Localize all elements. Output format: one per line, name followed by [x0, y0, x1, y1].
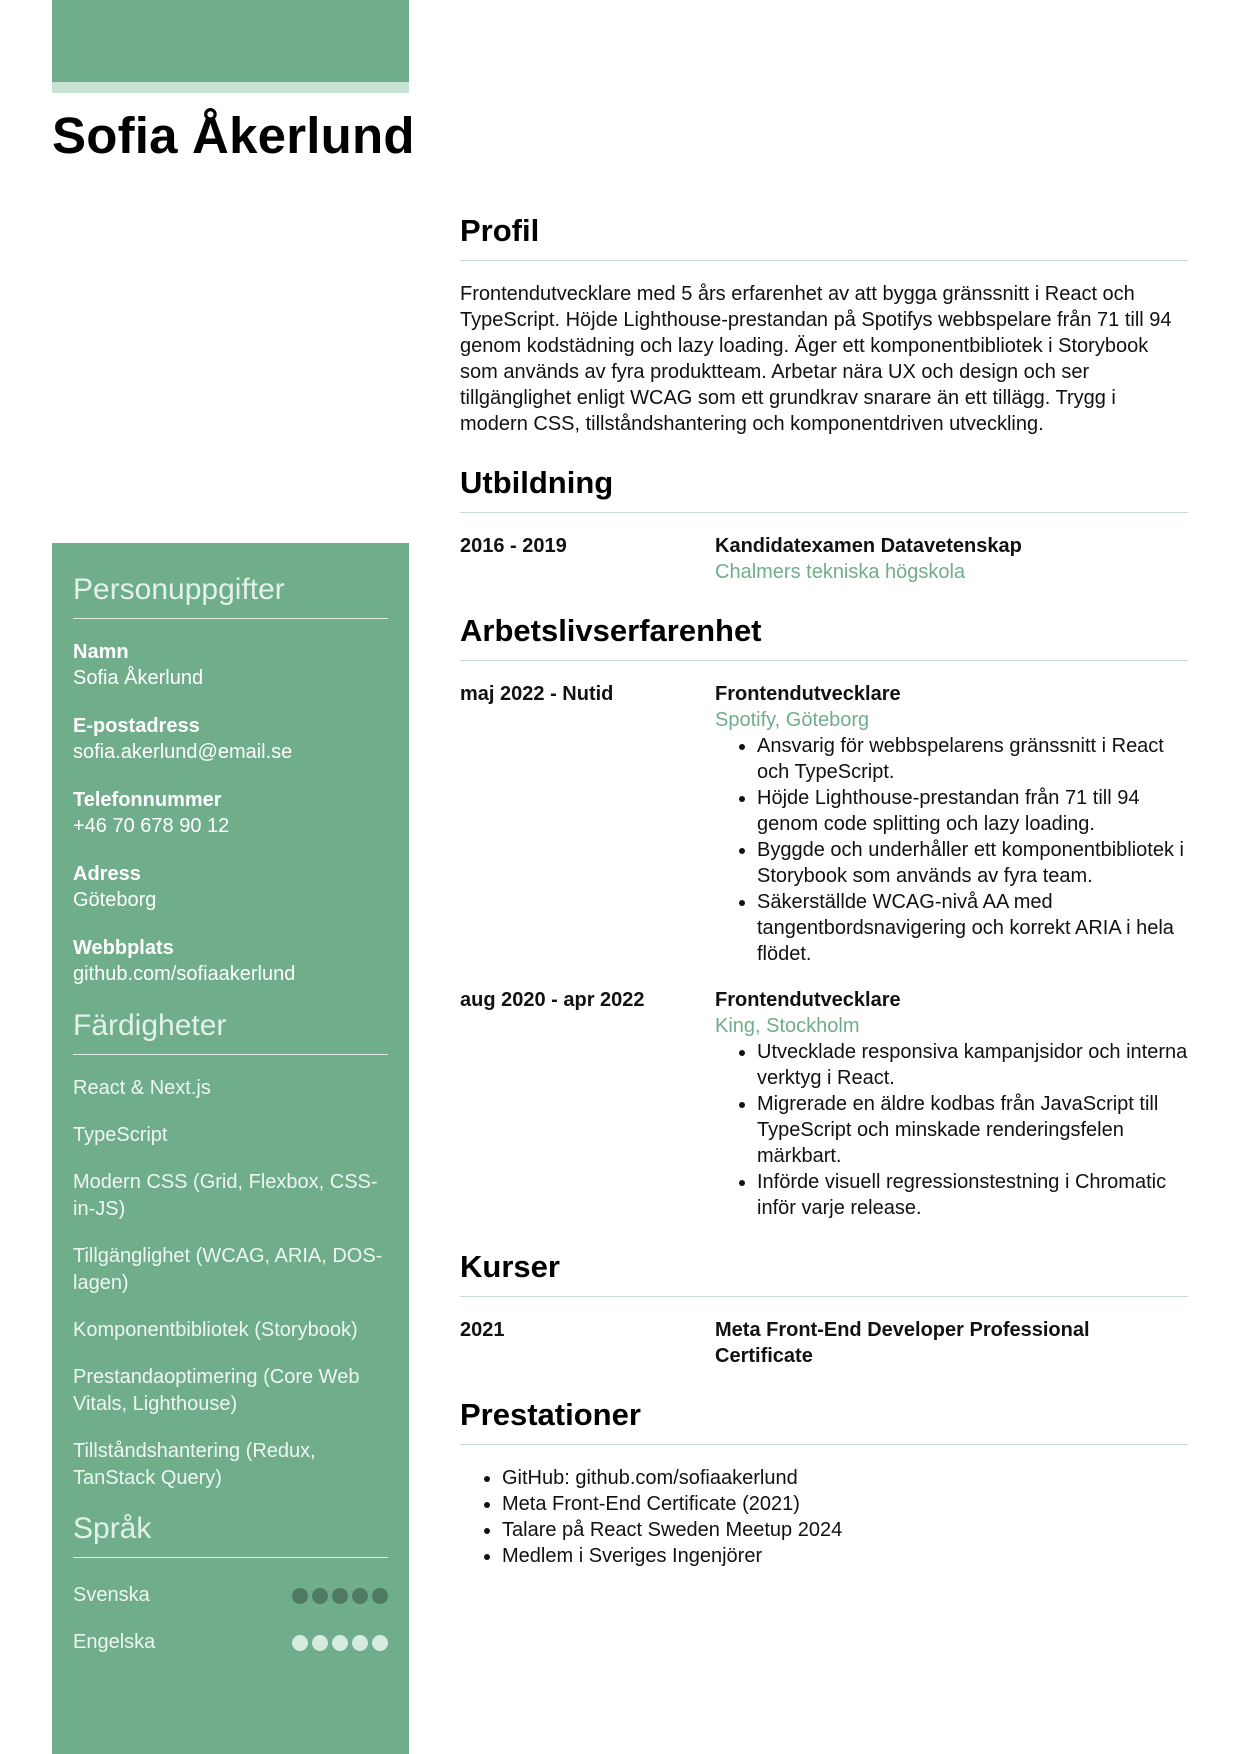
bullet-item: • Säkerställde WCAG-nivå AA med tangentbordsnavigering och korrekt ARIA i hela flödet. [757, 889, 1188, 967]
bullet-item: • Byggde och underhåller ett komponentbibliotek i Storybook som används av fyra team. [757, 837, 1188, 889]
info-label: E-postadress [73, 715, 200, 737]
info-value: github.com/sofiaakerlund [73, 963, 296, 985]
bullet-item: • Migrerade en äldre kodbas från JavaScript till TypeScript och minskade renderingsfelen märkbart. [757, 1091, 1188, 1169]
personal-info-list [73, 639, 388, 988]
personal-info-address [73, 861, 388, 914]
language-level-dots [292, 1635, 388, 1651]
achievement-item: • Meta Front-End Certificate (2021) [502, 1491, 1188, 1517]
level-dot-empty [372, 1635, 388, 1651]
entry-date: aug 2020 - apr 2022 [460, 989, 645, 1011]
entry-institution: Chalmers tekniska högskola [715, 561, 966, 583]
header-accent-block [52, 0, 409, 82]
achievement-item: • Talare på React Sweden Meetup 2024 [502, 1517, 1188, 1543]
entry-body [715, 681, 1188, 967]
sidebar [52, 543, 409, 1754]
achievement-item: • Medlem i Sveriges Ingenjörer [502, 1543, 1188, 1569]
courses-heading: Kurser [460, 1249, 1188, 1297]
experience-heading: Arbetslivserfarenhet [460, 613, 1188, 661]
courses-section [460, 1249, 1188, 1369]
achievements-section [460, 1397, 1188, 1569]
languages-heading: Språk [73, 1512, 388, 1558]
achievement-item: • GitHub: github.com/sofiaakerlund [502, 1465, 1188, 1491]
level-dot-empty [352, 1635, 368, 1651]
entry-title: Frontendutvecklare [715, 989, 901, 1011]
language-row [73, 1629, 388, 1656]
language-name: Engelska [73, 1631, 156, 1653]
entry-title: Kandidatexamen Datavetenskap [715, 535, 1022, 557]
skill-item: TypeScript [73, 1124, 168, 1146]
info-label: Adress [73, 863, 141, 885]
bullet-item: • Införde visuell regressionstestning i Chromatic inför varje release. [757, 1169, 1188, 1221]
achievements-heading: Prestationer [460, 1397, 1188, 1445]
course-entry [460, 1317, 1188, 1369]
info-label: Telefonnummer [73, 789, 222, 811]
skill-item: Modern CSS (Grid, Flexbox, CSS-in-JS) [73, 1171, 378, 1220]
entry-date: maj 2022 - Nutid [460, 683, 614, 705]
entry-body [715, 1317, 1188, 1369]
skills-heading: Färdigheter [73, 1009, 388, 1055]
experience-section [460, 613, 1188, 1221]
bullet-item: • Ansvarig för webbspelarens gränssnitt i React och TypeScript. [757, 733, 1188, 785]
personal-info-email [73, 713, 388, 766]
education-section [460, 465, 1188, 585]
profile-heading: Profil [460, 213, 1188, 261]
languages-list [73, 1582, 388, 1656]
education-entry [460, 533, 1188, 585]
candidate-name: Sofia Åkerlund [52, 107, 415, 164]
language-name: Svenska [73, 1584, 150, 1606]
skill-item: Tillståndshantering (Redux, TanStack Query) [73, 1440, 316, 1489]
achievements-list [460, 1465, 1188, 1569]
level-dot-filled [312, 1588, 328, 1604]
level-dot-empty [292, 1635, 308, 1651]
entry-employer: King, Stockholm [715, 1015, 860, 1037]
personal-info-phone [73, 787, 388, 840]
bullet-item: • Höjde Lighthouse-prestandan från 71 till 94 genom code splitting och lazy loading. [757, 785, 1188, 837]
entry-body [715, 533, 1188, 585]
info-value: Sofia Åkerlund [73, 667, 204, 689]
personal-info-name [73, 639, 388, 692]
entry-title: Frontendutvecklare [715, 683, 901, 705]
level-dot-empty [312, 1635, 328, 1651]
header-accent-stripe [52, 82, 409, 93]
level-dot-filled [292, 1588, 308, 1604]
profile-section [460, 213, 1188, 437]
level-dot-filled [332, 1588, 348, 1604]
language-level-dots [292, 1588, 388, 1604]
info-value: +46 70 678 90 12 [73, 815, 230, 837]
entry-date: 2016 - 2019 [460, 535, 567, 557]
level-dot-filled [352, 1588, 368, 1604]
personal-info-website [73, 935, 388, 988]
entry-title: Meta Front-End Developer Professional Certificate [715, 1319, 1090, 1367]
level-dot-filled [372, 1588, 388, 1604]
skill-item: React & Next.js [73, 1077, 211, 1099]
entry-body [715, 987, 1188, 1221]
entry-date: 2021 [460, 1319, 505, 1341]
main-content [460, 213, 1188, 1597]
bullet-item: • Utvecklade responsiva kampanjsidor och interna verktyg i React. [757, 1039, 1188, 1091]
skill-item: Komponentbibliotek (Storybook) [73, 1319, 358, 1341]
level-dot-empty [332, 1635, 348, 1651]
entry-bullets [715, 1039, 1188, 1221]
profile-text: Frontendutvecklare med 5 års erfarenhet av att bygga gränssnitt i React och TypeScript. Höjde Lighthouse-prestandan på Spotifys webbspelare från 71 till 94 genom kodstädning och lazy loading. Äger ett komponentbibliotek i Storybook som används av fyra produktteam. Arbetar nära UX och design och ser tillgänglighet enligt WCAG som ett grundkrav snarare än ett tillägg. Trygg i modern CSS, tillståndshantering och komponentdriven utveckling. [460, 283, 1172, 435]
skills-list [73, 1075, 388, 1492]
info-label: Namn [73, 641, 129, 663]
info-value: sofia.akerlund@email.se [73, 741, 293, 763]
education-heading: Utbildning [460, 465, 1188, 513]
skill-item: Prestandaoptimering (Core Web Vitals, Lighthouse) [73, 1366, 360, 1415]
info-value: Göteborg [73, 889, 157, 911]
experience-entry [460, 681, 1188, 967]
info-label: Webbplats [73, 937, 174, 959]
experience-entry [460, 987, 1188, 1221]
entry-bullets [715, 733, 1188, 967]
language-row [73, 1582, 388, 1609]
skill-item: Tillgänglighet (WCAG, ARIA, DOS-lagen) [73, 1245, 383, 1294]
personal-info-heading: Personuppgifter [73, 573, 388, 619]
entry-employer: Spotify, Göteborg [715, 709, 870, 731]
